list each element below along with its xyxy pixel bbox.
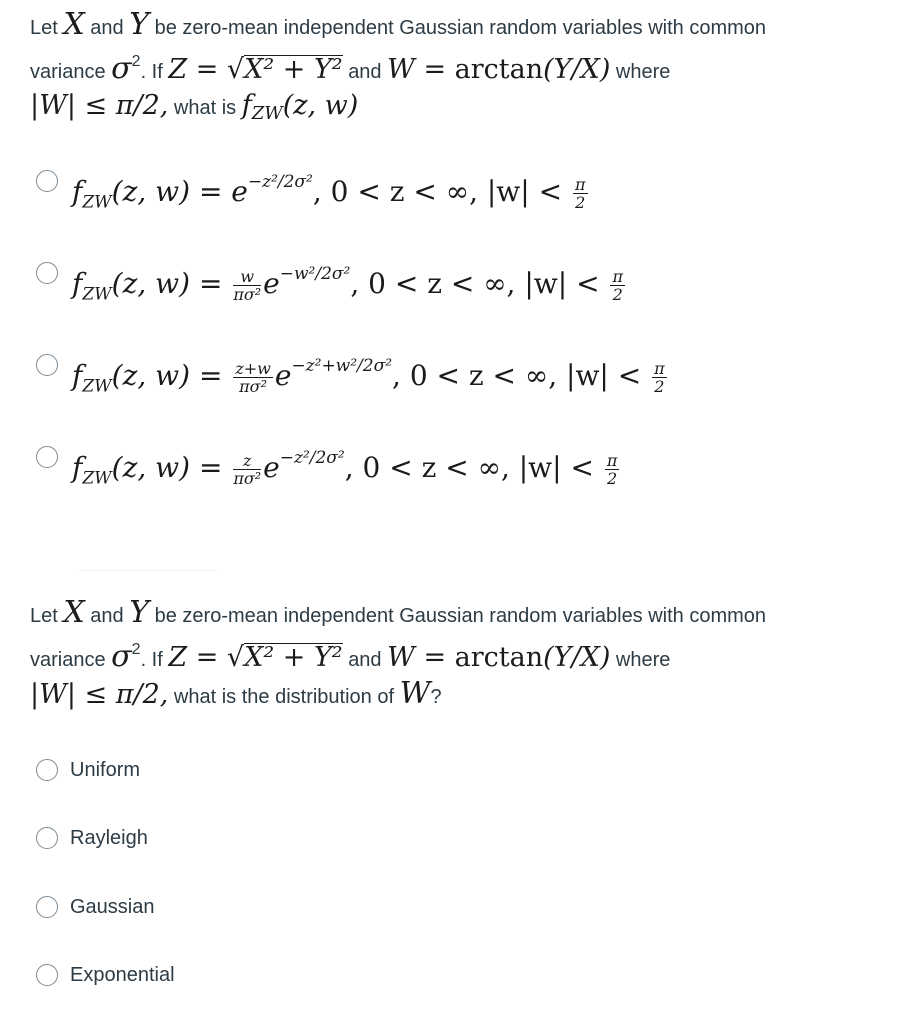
q1-option-3-formula: $f_{ZW}(z$, w) = $\frac{z+w}{\text{πσ²}}$ $e^{-z^2+w^2/2\sigma^2}$, 0 < z < ∞, |w| < $\frac{\pi}{2}$	[72, 356, 665, 397]
prompt-line-3: |W| ≤ π/2, what is $f_{ZW}(z$, w)	[30, 90, 359, 124]
radio-button[interactable]	[36, 170, 58, 192]
q1-option-4-formula: $f_{ZW}(z$, w) = $\frac{z}{\text{πσ²}}$ $e^{-z^2/2\sigma^2}$, 0 < z < ∞, |w| < $\frac{\pi}{2}$	[72, 448, 618, 489]
q1-option-3[interactable]	[30, 352, 890, 397]
q2-option-rayleigh[interactable]	[30, 824, 890, 864]
radio-button[interactable]	[36, 896, 58, 918]
q2-option-exponential[interactable]	[30, 961, 890, 1001]
question-2-prompt	[30, 596, 890, 714]
prompt-line-1: Let X and Y be zero-mean independent Gaussian random variables with common	[30, 595, 767, 630]
radio-button[interactable]	[36, 827, 58, 849]
q1-option-4[interactable]	[30, 444, 890, 489]
q1-option-2[interactable]	[30, 260, 890, 305]
option-label: Gaussian	[70, 896, 155, 918]
q1-option-2-formula: $f_{ZW}(z$, w) = $\frac{w}{\text{πσ²}}$ $e^{-w^2/2\sigma^2}$, 0 < z < ∞, |w| < $\frac{\pi}{2}$	[72, 264, 623, 305]
option-label: Rayleigh	[70, 827, 148, 849]
q1-option-1-formula: $f_{ZW}(z$, $w) = e^{-z^2/2\sigma^2}$, 0 < z < ∞, |w| < $\frac{\pi}{2}$	[72, 172, 586, 213]
q1-option-1[interactable]	[30, 168, 890, 213]
radio-button[interactable]	[36, 354, 58, 376]
prompt-line-3: |W| ≤ π/2, what is the distribution of W?	[30, 676, 442, 711]
radio-button[interactable]	[36, 262, 58, 284]
prompt-line-2: variance $\sigma^2$. If Z = √X² + Y² and W = arctan(Y/X) where	[30, 639, 671, 674]
option-label: Exponential	[70, 964, 175, 986]
prompt-line-1: Let X and Y be zero-mean independent Gaussian random variables with common	[30, 7, 767, 42]
divider	[78, 570, 218, 571]
radio-button[interactable]	[36, 446, 58, 468]
radio-button[interactable]	[36, 759, 58, 781]
option-label: Uniform	[70, 759, 141, 781]
radio-button[interactable]	[36, 964, 58, 986]
q2-option-gaussian[interactable]	[30, 893, 890, 933]
q2-option-uniform[interactable]	[30, 756, 890, 796]
question-1-prompt	[30, 8, 890, 130]
question-1	[30, 7, 890, 489]
question-2	[30, 595, 890, 986]
prompt-line-2: variance $\sigma^2$. If Z = √X² + Y² and W = arctan(Y/X) where	[30, 51, 671, 86]
